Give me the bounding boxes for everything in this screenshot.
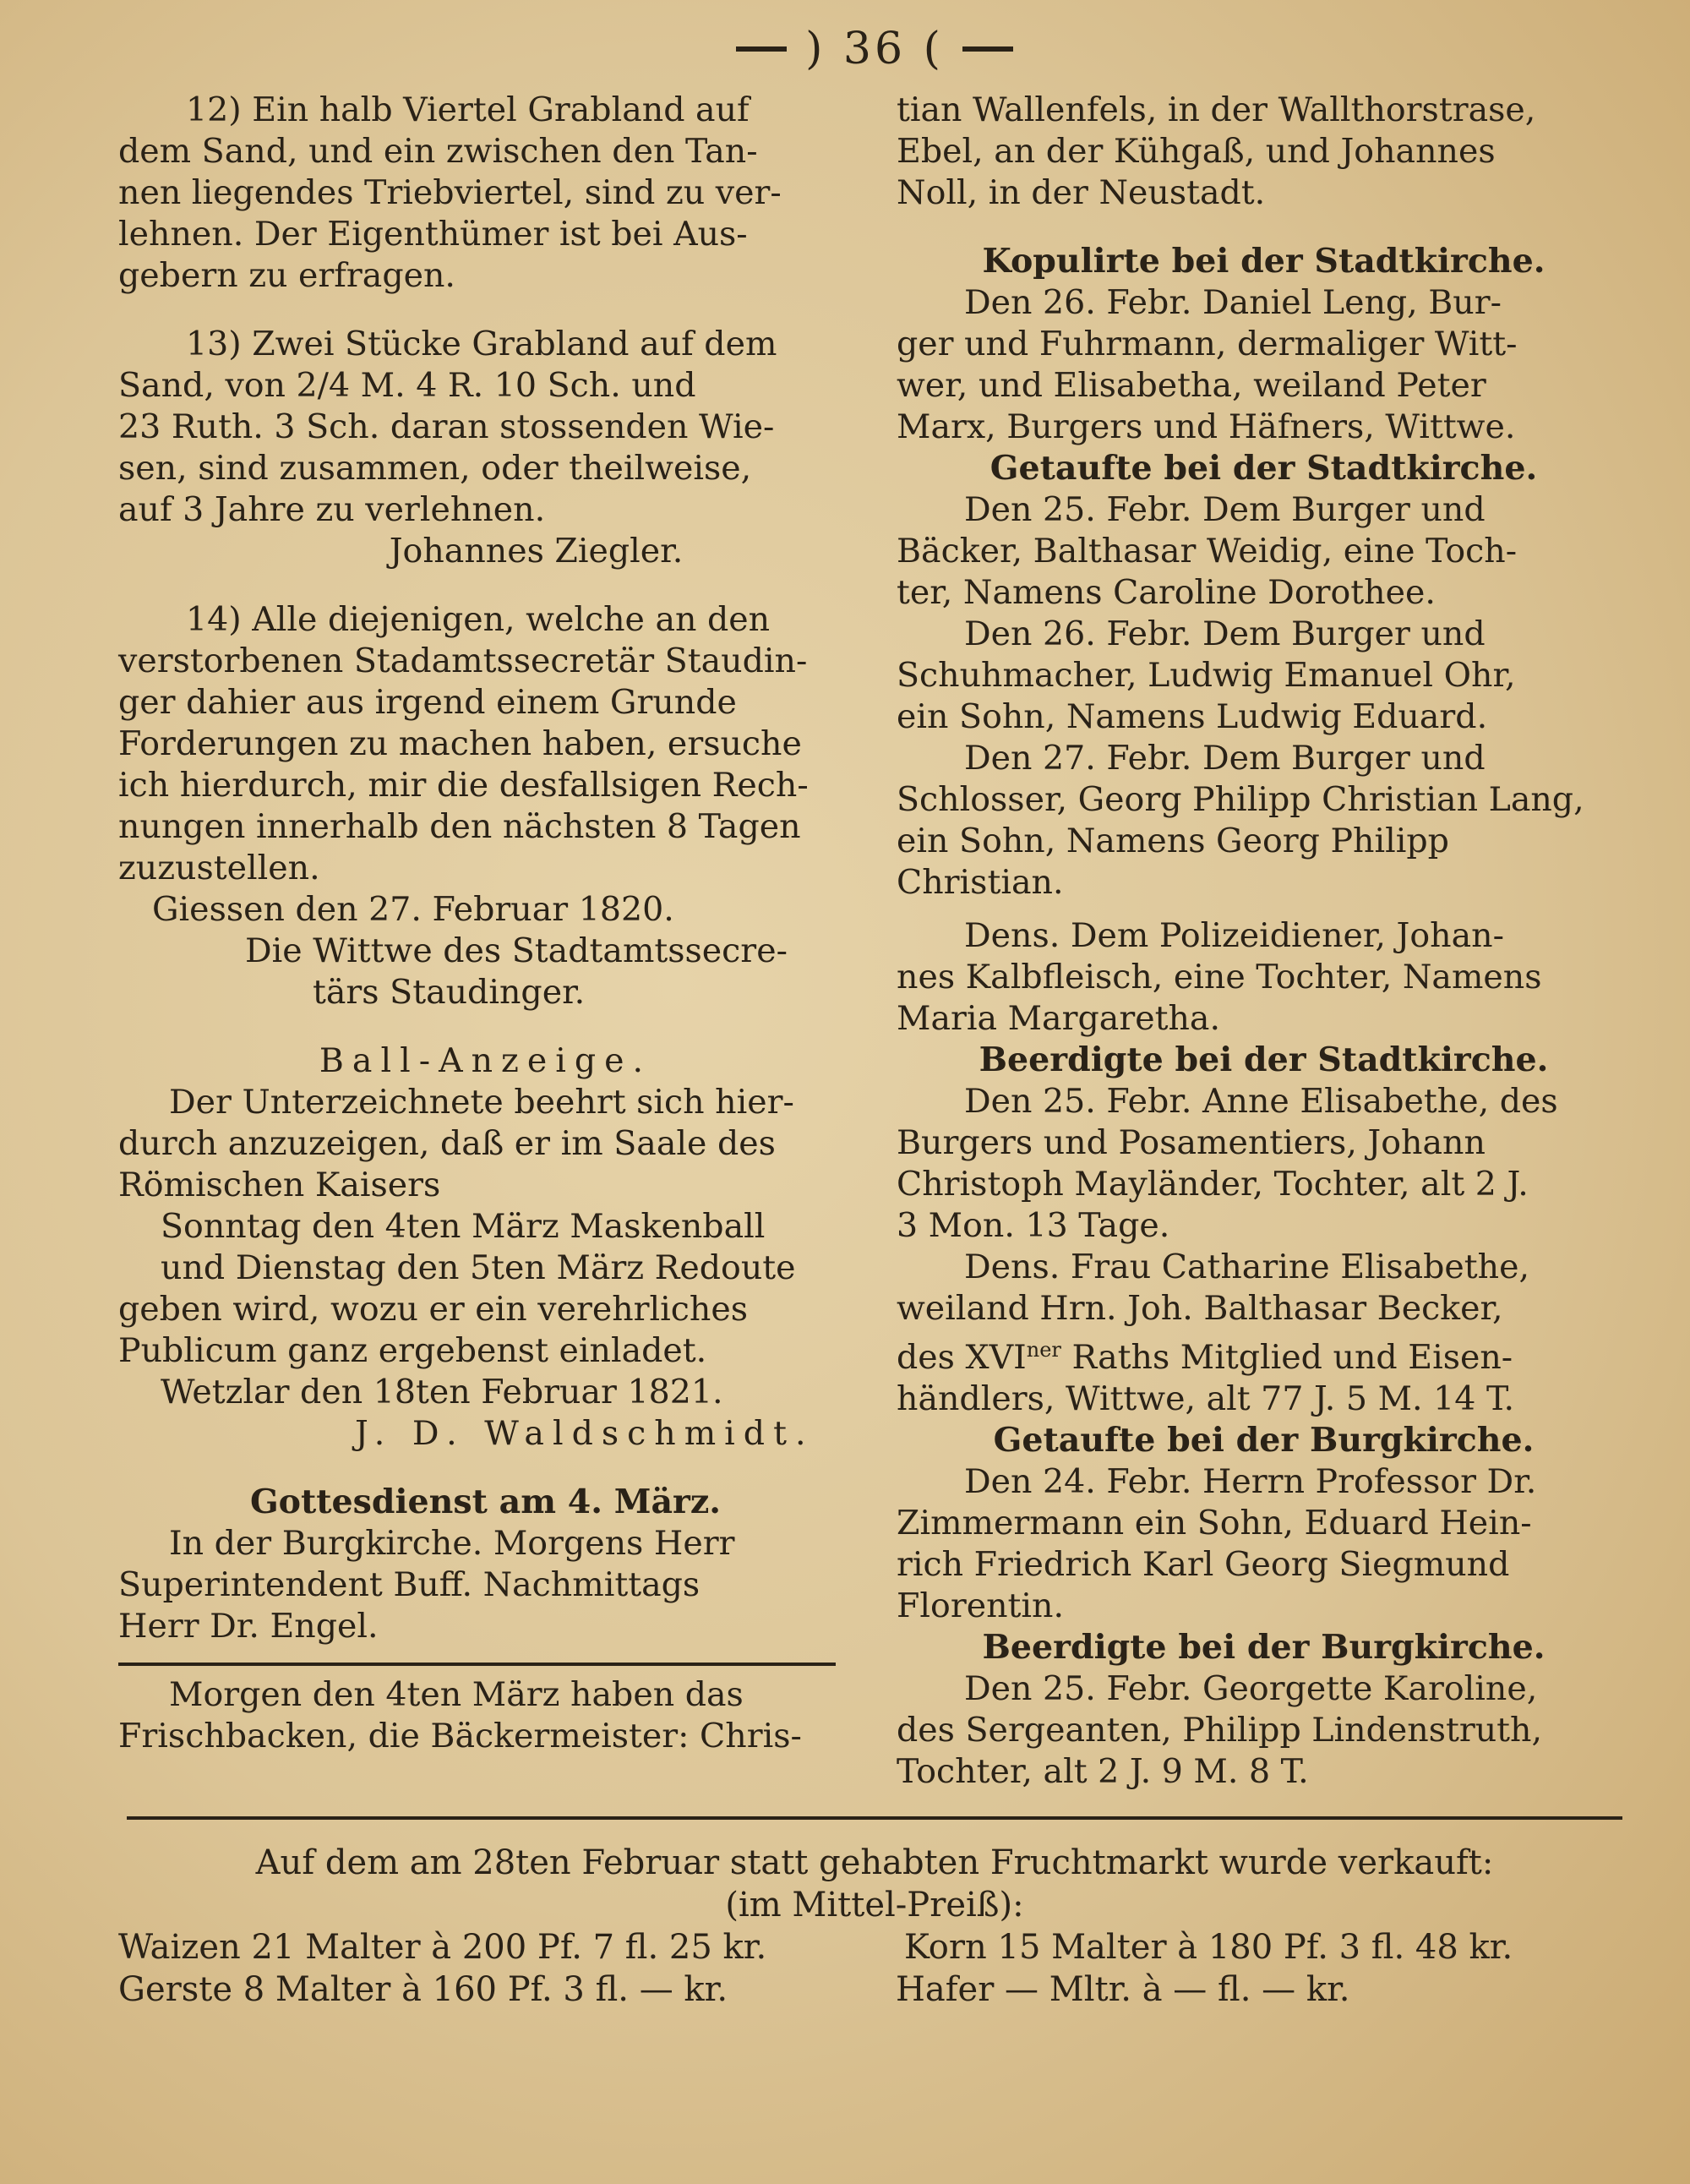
text-line: Den 25. Febr. Anne Elisabethe, des: [964, 1082, 1558, 1121]
burials-burgkirche: [897, 1668, 1631, 1793]
text-line: händlers, Wittwe, alt 77 J. 5 M. 14 T.: [897, 1379, 1515, 1419]
section-heading: Getaufte bei der Burgkirche.: [993, 1421, 1535, 1461]
text-line: Der Unterzeichnete beehrt sich hier-: [169, 1083, 794, 1122]
baptisms-burgkirche: [897, 1461, 1631, 1627]
text-line: Sonntag den 4ten März Maskenball: [161, 1207, 766, 1246]
section-heading: Getaufte bei der Stadtkirche.: [989, 449, 1538, 488]
text-line: lehnen. Der Eigenthümer ist bei Aus-: [118, 215, 748, 254]
text-line: und Dienstag den 5ten März Redoute: [161, 1248, 796, 1287]
baptisms-stadtkirche: [897, 489, 1631, 1040]
text-line: Ebel, an der Kühgaß, und Johannes: [897, 132, 1496, 171]
text-line: Herr Dr. Engel.: [118, 1607, 379, 1646]
text-line: Dens. Frau Catharine Elisabethe,: [964, 1248, 1530, 1286]
text-line: Den 27. Febr. Dem Burger und: [964, 739, 1486, 778]
notice-14: [118, 599, 853, 1013]
text-line: Christian.: [897, 863, 1064, 902]
text-line: [897, 1330, 1631, 1379]
burials-stadtkirche: [897, 1081, 1631, 1420]
text-line: geben wird, wozu er ein verehrliches: [118, 1290, 749, 1329]
text-line: dem Sand, und ein zwischen den Tan-: [118, 132, 758, 171]
text-line: Zimmermann ein Sohn, Eduard Hein-: [897, 1504, 1532, 1543]
notice-13: [118, 324, 853, 572]
text-line: Römischen Kaisers: [118, 1166, 441, 1204]
section-heading: Kopulirte bei der Stadtkirche.: [982, 242, 1546, 281]
place-date: Wetzlar den 18ten Februar 1821.: [161, 1373, 723, 1411]
text-line: ter, Namens Caroline Dorothee.: [897, 573, 1436, 612]
header-dash-right: [962, 46, 1013, 52]
bakers-continued: [897, 90, 1631, 214]
text-line: ein Sohn, Namens Georg Philipp: [897, 822, 1449, 860]
section-heading: Beerdigte bei der Stadtkirche.: [979, 1040, 1549, 1079]
text-line: Morgen den 4ten März haben das: [169, 1675, 744, 1714]
text-line: Noll, in der Neustadt.: [897, 173, 1266, 212]
text-line: Marx, Burgers und Häfners, Wittwe.: [897, 407, 1516, 446]
market-subtitle: (im Mittel-Preiß):: [725, 1886, 1024, 1925]
text-line: Schlosser, Georg Philipp Christian Lang,: [897, 780, 1584, 819]
marriages: [897, 282, 1631, 448]
text-line: wer, und Elisabetha, weiland Peter: [897, 366, 1486, 405]
text-line: Superintendent Buff. Nachmittags: [118, 1565, 701, 1604]
signature: Johannes Ziegler.: [389, 532, 684, 571]
signature: Die Wittwe des Stadtamtssecre-: [245, 931, 788, 970]
text-line: Dens. Dem Polizeidiener, Johan-: [964, 916, 1504, 955]
ball-announcement: [118, 1040, 853, 1455]
text-line: Den 26. Febr. Daniel Leng, Bur-: [964, 283, 1502, 322]
section-heading: Beerdigte bei der Burgkirche.: [982, 1628, 1546, 1668]
text-line: 23 Ruth. 3 Sch. daran stossenden Wie-: [118, 407, 775, 446]
text-line: ein Sohn, Namens Ludwig Eduard.: [897, 697, 1488, 736]
text-line: sen, sind zusammen, oder theilweise,: [118, 449, 752, 488]
text-line: Den 25. Febr. Georgette Karoline,: [964, 1669, 1538, 1709]
right-column: [897, 90, 1631, 1793]
market-row: [118, 1968, 1631, 2011]
superscript: ner: [1026, 1338, 1061, 1362]
text-line: auf 3 Jahre zu verlehnen.: [118, 490, 546, 529]
text-line: gebern zu erfragen.: [118, 256, 455, 295]
text-line: Publicum ganz ergebenst einladet.: [118, 1331, 707, 1370]
text-line: ger und Fuhrmann, dermaliger Witt-: [897, 325, 1518, 363]
text-line: nen liegendes Triebviertel, sind zu ver-: [118, 173, 782, 212]
text-line: Florentin.: [897, 1586, 1065, 1626]
price-korn: Korn 15 Malter à 180 Pf. 3 fl. 48 kr.: [904, 1928, 1513, 1968]
text-line: In der Burgkirche. Morgens Herr: [169, 1524, 735, 1563]
text-line: 14) Alle diejenigen, welche an den: [186, 600, 771, 639]
text-line: Forderungen zu machen haben, ersuche: [118, 724, 802, 763]
text-line: ich hierdurch, mir die desfallsigen Rech-: [118, 766, 809, 805]
text-line: weiland Hrn. Joh. Balthasar Becker,: [897, 1289, 1503, 1328]
service-heading: Gottesdienst am 4. März.: [249, 1482, 722, 1521]
text-line: Sand, von 2/4 M. 4 R. 10 Sch. und: [118, 366, 696, 405]
fruit-market-report: [118, 1842, 1631, 2011]
price-waizen: Waizen 21 Malter à 200 Pf. 7 fl. 25 kr.: [118, 1928, 767, 1968]
text-line: Den 25. Febr. Dem Burger und: [964, 490, 1486, 529]
text-line: verstorbenen Stadamtssecretär Staudin-: [118, 642, 808, 680]
text-line: nes Kalbfleisch, eine Tochter, Namens: [897, 958, 1542, 996]
text-line: Christoph Mayländer, Tochter, alt 2 J.: [897, 1165, 1529, 1204]
text-line: Tochter, alt 2 J. 9 M. 8 T.: [897, 1752, 1309, 1792]
two-column-body: [118, 90, 1631, 1793]
text-line: Den 24. Febr. Herrn Professor Dr.: [964, 1462, 1537, 1502]
page-number: ) 36 (: [805, 24, 944, 74]
text-line: Bäcker, Balthasar Weidig, eine Toch-: [897, 532, 1518, 571]
bakers-notice: [118, 1674, 853, 1757]
notice-12: [118, 90, 853, 297]
ball-heading: Ball-Anzeige.: [319, 1041, 652, 1080]
left-column: [118, 90, 853, 1793]
market-title: Auf dem am 28ten Februar statt gehabten Fruchtmarkt wurde verkauft:: [255, 1843, 1494, 1883]
text-line: zuzustellen.: [118, 849, 320, 887]
text-line: 13) Zwei Stücke Grabland auf dem: [186, 325, 777, 363]
text-line: tian Wallenfels, in der Wallthorstrase,: [897, 90, 1536, 129]
text-line: durch anzuzeigen, daß er im Saale des: [118, 1124, 776, 1163]
signature: tärs Staudinger.: [313, 973, 586, 1012]
divider: [127, 1816, 1622, 1820]
text-line: 12) Ein halb Viertel Grabland auf: [186, 90, 750, 129]
page-header: [118, 24, 1631, 74]
text-line: des Sergeanten, Philipp Lindenstruth,: [897, 1711, 1543, 1750]
text-line: Burgers und Posamentiers, Johann: [897, 1123, 1486, 1162]
market-row: [118, 1926, 1631, 1968]
price-hafer: Hafer — Mltr. à — fl. — kr.: [896, 1970, 1350, 2010]
price-gerste: Gerste 8 Malter à 160 Pf. 3 fl. — kr.: [118, 1970, 728, 2010]
signature: J. D. Waldschmidt.: [355, 1414, 815, 1453]
church-service: [118, 1482, 853, 1647]
text-line: Maria Margaretha.: [897, 999, 1221, 1038]
text-line: nungen innerhalb den nächsten 8 Tagen: [118, 807, 801, 846]
divider: [118, 1663, 836, 1666]
text-line: Den 26. Febr. Dem Burger und: [964, 614, 1486, 653]
header-dash-left: [736, 46, 787, 52]
text-span: Raths Mitglied und Eisen-: [1071, 1338, 1513, 1378]
place-date: Giessen den 27. Februar 1820.: [152, 890, 674, 929]
text-span: des XVI: [897, 1338, 1027, 1378]
text-line: Schuhmacher, Ludwig Emanuel Ohr,: [897, 656, 1516, 695]
text-line: 3 Mon. 13 Tage.: [897, 1206, 1170, 1245]
text-line: rich Friedrich Karl Georg Siegmund: [897, 1545, 1510, 1585]
text-line: ger dahier aus irgend einem Grunde: [118, 683, 737, 722]
text-line: Frischbacken, die Bäckermeister: Chris-: [118, 1717, 802, 1755]
